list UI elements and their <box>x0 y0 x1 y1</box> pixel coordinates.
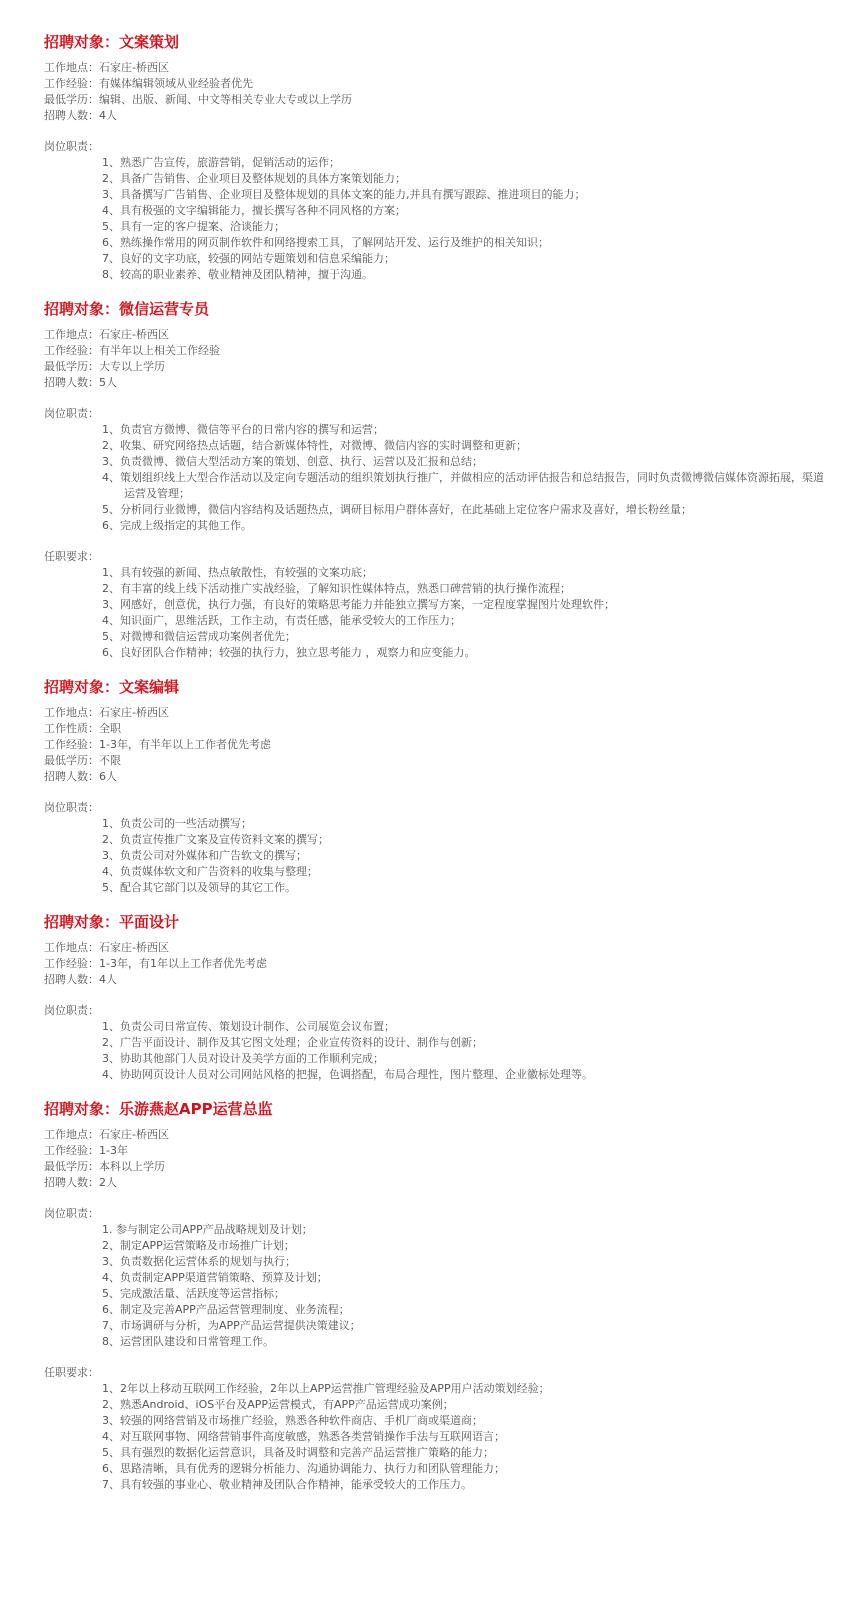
info-label: 招聘人数 <box>44 376 88 389</box>
info-value: 有媒体编辑领域从业经验者优先 <box>99 77 253 90</box>
info-row-headcount <box>44 375 850 391</box>
info-label: 招聘人数 <box>44 1176 88 1189</box>
duty-item: 2、收集、研究网络热点话题，结合新媒体特性，对微博、微信内容的实时调整和更新； <box>102 439 527 452</box>
info-label: 工作地点 <box>44 328 88 341</box>
duties-list <box>44 816 850 896</box>
duties-section <box>44 1003 850 1083</box>
duties-section <box>44 800 850 896</box>
info-row-headcount <box>44 108 850 124</box>
job-info <box>44 1127 850 1191</box>
info-row-experience <box>44 956 850 972</box>
info-label: 工作性质 <box>44 722 88 735</box>
duty-item: 8、运营团队建设和日常管理工作。 <box>102 1335 274 1348</box>
info-label: 工作地点 <box>44 1128 88 1141</box>
requirement-item: 2、有丰富的线上线下活动推广实战经验，了解知识性媒体特点，熟悉口碑营销的执行操作流程； <box>102 582 571 595</box>
duty-item: 1、负责公司的一些活动撰写； <box>102 817 252 830</box>
requirements-heading: 任职要求： <box>44 550 99 563</box>
duties-section <box>44 406 850 534</box>
info-value: 大专以上学历 <box>99 360 165 373</box>
job-title: 招聘对象：微信运营专员 <box>44 300 210 318</box>
info-value: 2人 <box>99 1176 117 1189</box>
duty-item: 7、良好的文字功底，较强的网站专题策划和信息采编能力； <box>102 252 395 265</box>
info-label: 招聘人数 <box>44 770 88 783</box>
info-label: 最低学历 <box>44 360 88 373</box>
duty-item: 3、具备撰写广告销售、企业项目及整体规划的具体文案的能力,并具有撰写跟踪、推进项目的能力； <box>102 188 586 201</box>
info-row-location <box>44 940 850 956</box>
info-value: 石家庄-桥西区 <box>99 328 169 341</box>
requirement-item: 2、熟悉Android、iOS平台及APP运营模式，有APP产品运营成功案例； <box>102 1398 454 1411</box>
info-row-location <box>44 60 850 76</box>
info-row-job-type <box>44 721 850 737</box>
requirement-item: 7、具有较强的事业心、敬业精神及团队合作精神，能承受较大的工作压力。 <box>102 1478 472 1491</box>
job-title: 招聘对象：乐游燕赵APP运营总监 <box>44 1100 273 1118</box>
requirements-list <box>44 1381 850 1493</box>
duty-item: 4、负责媒体软文和广告资料的收集与整理； <box>102 865 318 878</box>
info-sep: ： <box>88 376 99 389</box>
info-row-location <box>44 705 850 721</box>
info-value: 石家庄-桥西区 <box>99 706 169 719</box>
info-row-headcount <box>44 1175 850 1191</box>
info-value: 4人 <box>99 973 117 986</box>
duty-item: 6、完成上级指定的其他工作。 <box>102 519 252 532</box>
duty-item: 1、负责官方微博、微信等平台的日常内容的撰写和运营； <box>102 423 384 436</box>
info-sep: ： <box>88 941 99 954</box>
duty-item: 1、熟悉广告宣传，旅游营销，促销活动的运作； <box>102 156 340 169</box>
duties-heading: 岗位职责： <box>44 801 99 814</box>
requirement-item: 5、具有强烈的数据化运营意识，具备及时调整和完善产品运营推广策略的能力； <box>102 1446 494 1459</box>
info-label: 工作经验 <box>44 344 88 357</box>
duty-item: 5、具有一定的客户提案、洽谈能力； <box>102 220 285 233</box>
job-info <box>44 60 850 124</box>
requirement-item: 6、思路清晰，具有优秀的逻辑分析能力、沟通协调能力、执行力和团队管理能力； <box>102 1462 505 1475</box>
job-posting-app-operations-director <box>44 1099 850 1493</box>
info-row-location <box>44 1127 850 1143</box>
job-info <box>44 705 850 785</box>
duty-item: 6、制定及完善APP产品运营管理制度、业务流程； <box>102 1303 350 1316</box>
duty-item: 3、协助其他部门人员对设计及美学方面的工作顺利完成； <box>102 1052 384 1065</box>
info-row-experience <box>44 1143 850 1159</box>
info-row-location <box>44 327 850 343</box>
info-sep: ： <box>88 1144 99 1157</box>
info-sep: ： <box>88 1176 99 1189</box>
info-sep: ： <box>88 93 99 106</box>
requirement-item: 1、2年以上移动互联网工作经验，2年以上APP运营推广管理经验及APP用户活动策划经验； <box>102 1382 550 1395</box>
duties-list <box>44 1222 850 1350</box>
duties-heading: 岗位职责： <box>44 407 99 420</box>
info-value: 全职 <box>99 722 121 735</box>
info-value: 编辑、出版、新闻、中文等相关专业大专或以上学历 <box>99 93 352 106</box>
info-label: 工作地点 <box>44 61 88 74</box>
job-posting-copy-editor <box>44 677 850 896</box>
info-sep: ： <box>88 738 99 751</box>
info-sep: ： <box>88 77 99 90</box>
duties-section <box>44 139 850 283</box>
info-sep: ： <box>88 973 99 986</box>
info-label: 工作地点 <box>44 706 88 719</box>
info-sep: ： <box>88 61 99 74</box>
duties-heading: 岗位职责： <box>44 1004 99 1017</box>
info-sep: ： <box>88 1160 99 1173</box>
job-info <box>44 940 850 988</box>
info-row-experience <box>44 737 850 753</box>
duties-list <box>44 155 850 283</box>
duty-item: 2、负责宣传推广文案及宣传资料文案的撰写； <box>102 833 329 846</box>
info-label: 最低学历 <box>44 93 88 106</box>
job-title: 招聘对象：文案策划 <box>44 33 180 51</box>
info-sep: ： <box>88 360 99 373</box>
info-sep: ： <box>88 957 99 970</box>
info-sep: ： <box>88 109 99 122</box>
info-sep: ： <box>88 328 99 341</box>
requirements-section <box>44 549 850 661</box>
requirements-list <box>44 565 850 661</box>
duty-item: 8、较高的职业素养、敬业精神及团队精神，擅于沟通。 <box>102 268 373 281</box>
duty-item: 4、策划组织线上大型合作活动以及定向专题活动的组织策划执行推广，并做相应的活动评估报告和总结报告，同时负责微博微信媒体资源拓展，渠道运营及管理； <box>102 471 824 500</box>
info-value: 石家庄-桥西区 <box>99 61 169 74</box>
job-info <box>44 327 850 391</box>
duties-section <box>44 1206 850 1350</box>
requirement-item: 1、具有较强的新闻、热点敏散性，有较强的文案功底； <box>102 566 373 579</box>
requirement-item: 4、对互联网事物、网络营销事件高度敏感，熟悉各类营销操作手法与互联网语言； <box>102 1430 505 1443</box>
duty-item: 2、广告平面设计、制作及其它图文处理；企业宣传资料的设计、制作与创新； <box>102 1036 483 1049</box>
info-sep: ： <box>88 770 99 783</box>
duty-item: 1. 参与制定公司APP产品战略规划及计划； <box>102 1223 313 1236</box>
duty-item: 3、负责微博、微信大型活动方案的策划、创意、执行、运营以及汇报和总结； <box>102 455 483 468</box>
info-value: 6人 <box>99 770 117 783</box>
duty-item: 6、熟练操作常用的网页制作软件和网络搜索工具，了解网站开发、运行及维护的相关知识； <box>102 236 549 249</box>
info-row-education <box>44 753 850 769</box>
duty-item: 5、完成激活量、活跃度等运营指标； <box>102 1287 285 1300</box>
info-value: 5人 <box>99 376 117 389</box>
duty-item: 4、协助网页设计人员对公司网站风格的把握，色调搭配，布局合理性，图片整理、企业徽标处理等。 <box>102 1068 593 1081</box>
info-row-headcount <box>44 769 850 785</box>
duties-heading: 岗位职责： <box>44 1207 99 1220</box>
info-value: 石家庄-桥西区 <box>99 941 169 954</box>
duty-item: 5、分析同行业微博，微信内容结构及话题热点，调研目标用户群体喜好，在此基础上定位客户需求及喜好，增长粉丝量； <box>102 503 692 516</box>
duty-item: 3、负责公司对外媒体和广告软文的撰写； <box>102 849 307 862</box>
info-sep: ： <box>88 1128 99 1141</box>
duty-item: 2、具备广告销售、企业项目及整体规划的具体方案策划能力； <box>102 172 406 185</box>
requirements-heading: 任职要求： <box>44 1366 99 1379</box>
info-label: 最低学历 <box>44 1160 88 1173</box>
info-label: 招聘人数 <box>44 109 88 122</box>
info-value: 有半年以上相关工作经验 <box>99 344 220 357</box>
duties-list <box>44 422 850 534</box>
info-row-education <box>44 359 850 375</box>
info-sep: ： <box>88 722 99 735</box>
info-row-headcount <box>44 972 850 988</box>
info-row-experience <box>44 343 850 359</box>
duties-list <box>44 1019 850 1083</box>
info-row-experience <box>44 76 850 92</box>
duty-item: 4、具有极强的文字编辑能力，擅长撰写各种不同风格的方案； <box>102 204 406 217</box>
duty-item: 2、制定APP运营策略及市场推广计划； <box>102 1239 295 1252</box>
requirement-item: 3、网感好，创意优，执行力强，有良好的策略思考能力并能独立撰写方案，一定程度掌握图片处理软件； <box>102 598 615 611</box>
requirement-item: 4、知识面广，思维活跃，工作主动，有责任感，能承受较大的工作压力； <box>102 614 461 627</box>
info-value: 本科以上学历 <box>99 1160 165 1173</box>
info-value: 1-3年，有半年以上工作者优先考虑 <box>99 738 271 751</box>
info-label: 工作经验 <box>44 1144 88 1157</box>
info-label: 工作经验 <box>44 77 88 90</box>
requirement-item: 3、较强的网络营销及市场推广经验，熟悉各种软件商店、手机厂商或渠道商； <box>102 1414 483 1427</box>
info-value: 石家庄-桥西区 <box>99 1128 169 1141</box>
info-row-education <box>44 1159 850 1175</box>
job-posting-wechat-operator <box>44 299 850 661</box>
info-label: 最低学历 <box>44 754 88 767</box>
info-label: 工作经验 <box>44 957 88 970</box>
duty-item: 3、负责数据化运营体系的规划与执行； <box>102 1255 296 1268</box>
info-label: 工作经验 <box>44 738 88 751</box>
job-title: 招聘对象：平面设计 <box>44 913 180 931</box>
info-value: 1-3年，有1年以上工作者优先考虑 <box>99 957 267 970</box>
duties-heading: 岗位职责： <box>44 140 99 153</box>
info-label: 招聘人数 <box>44 973 88 986</box>
requirement-item: 6、良好团队合作精神；较强的执行力，独立思考能力 ，观察力和应变能力。 <box>102 646 476 659</box>
duty-item: 7、市场调研与分析，为APP产品运营提供决策建议； <box>102 1319 361 1332</box>
job-title: 招聘对象：文案编辑 <box>44 678 180 696</box>
requirement-item: 5、对微博和微信运营成功案例者优先； <box>102 630 296 643</box>
duty-item: 5、配合其它部门以及领导的其它工作。 <box>102 881 296 894</box>
info-value: 1-3年 <box>99 1144 128 1157</box>
info-sep: ： <box>88 344 99 357</box>
info-label: 工作地点 <box>44 941 88 954</box>
info-value: 4人 <box>99 109 117 122</box>
duty-item: 1、负责公司日常宣传、策划设计制作、公司展览会议布置； <box>102 1020 395 1033</box>
info-sep: ： <box>88 706 99 719</box>
requirements-section <box>44 1365 850 1493</box>
job-posting-graphic-designer <box>44 912 850 1083</box>
job-posting-copywriter-planner <box>44 32 850 283</box>
info-row-education <box>44 92 850 108</box>
duty-item: 4、负责制定APP渠道营销策略、预算及计划； <box>102 1271 328 1284</box>
info-sep: ： <box>88 754 99 767</box>
info-value: 不限 <box>99 754 121 767</box>
